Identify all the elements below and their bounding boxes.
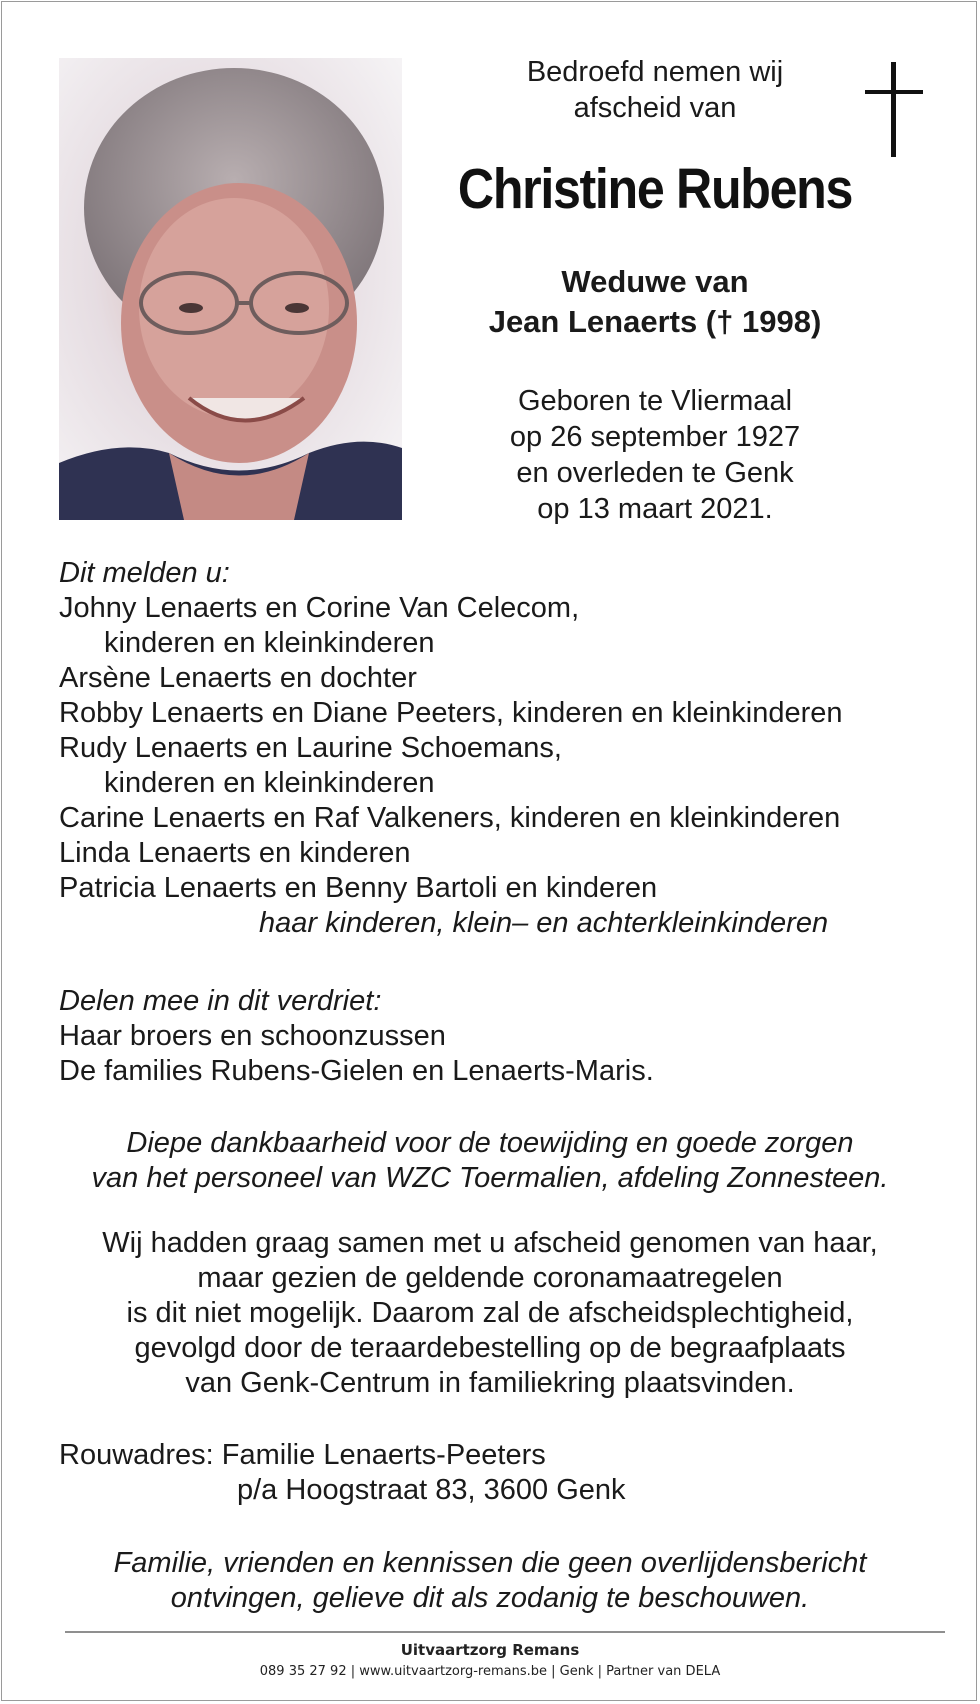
widow-line: Weduwe van — [561, 264, 749, 299]
notice-line: van Genk-Centrum in familiekring plaatsvinden. — [185, 1367, 795, 1399]
birth-line: en overleden te Genk — [516, 457, 794, 489]
announcer-line: Johny Lenaerts en Corine Van Celecom, — [59, 592, 580, 624]
announcer-line: kinderen en kleinkinderen — [104, 627, 435, 659]
portrait-photo — [59, 58, 402, 520]
widow-text — [440, 262, 870, 342]
notice-line: is dit niet mogelijk. Daarom zal de afscheidsplechtigheid, — [126, 1297, 854, 1329]
funeral-home-name: Uitvaartzorg Remans — [400, 1641, 580, 1659]
announcer-line: Arsène Lenaerts en dochter — [59, 662, 417, 694]
widow-line: Jean Lenaerts († 1998) — [488, 304, 822, 339]
ceremony-notice — [30, 1226, 950, 1401]
announcer-line: kinderen en kleinkinderen — [104, 767, 435, 799]
birth-line: op 13 maart 2021. — [537, 493, 773, 525]
footer-divider — [65, 1631, 945, 1633]
notice-line: maar gezien de geldende coronamaatregelen — [197, 1262, 783, 1294]
announcers-section — [59, 556, 843, 941]
intro-line: Bedroefd nemen wij — [526, 56, 784, 88]
announcer-line: Robby Lenaerts en Diane Peeters, kinderen en kleinkinderen — [59, 697, 843, 729]
cross-icon — [865, 62, 923, 157]
gratitude-line: Diepe dankbaarheid voor de toewijding en goede zorgen — [126, 1127, 854, 1159]
mourning-address — [59, 1438, 626, 1508]
announcers-signoff: haar kinderen, klein– en achterkleinkinderen — [259, 907, 829, 939]
gratitude-line: van het personeel van WZC Toermalien, afdeling Zonnesteen. — [91, 1162, 889, 1194]
address-line: p/a Hoogstraat 83, 3600 Genk — [237, 1474, 626, 1506]
deceased-name: Christine Rubens — [457, 157, 853, 221]
announcers-heading: Dit melden u: — [59, 557, 230, 589]
birth-death-info — [440, 383, 870, 527]
announcer-line: Linda Lenaerts en kinderen — [59, 837, 411, 869]
closing-text — [30, 1546, 950, 1616]
sharing-line: Haar broers en schoonzussen — [59, 1020, 446, 1052]
gratitude-text — [30, 1126, 950, 1196]
intro-line: afscheid van — [573, 92, 737, 124]
sharing-section — [59, 984, 654, 1089]
funeral-home-contact: 089 35 27 92 | www.uitvaartzorg-remans.be | Genk | Partner van DELA — [259, 1664, 721, 1679]
announcer-line: Carine Lenaerts en Raf Valkeners, kinderen en kleinkinderen — [59, 802, 841, 834]
sharing-line: De families Rubens-Gielen en Lenaerts-Maris. — [59, 1055, 654, 1087]
notice-line: Wij hadden graag samen met u afscheid genomen van haar, — [102, 1227, 878, 1259]
announcer-line: Rudy Lenaerts en Laurine Schoemans, — [59, 732, 562, 764]
notice-line: gevolgd door de teraardebestelling op de begraafplaats — [134, 1332, 846, 1364]
address-line: Rouwadres: Familie Lenaerts-Peeters — [59, 1439, 546, 1471]
birth-line: Geboren te Vliermaal — [517, 385, 793, 417]
closing-line: Familie, vrienden en kennissen die geen overlijdensbericht — [113, 1547, 867, 1579]
closing-line: ontvingen, gelieve dit als zodanig te beschouwen. — [170, 1582, 810, 1614]
announcer-line: Patricia Lenaerts en Benny Bartoli en kinderen — [59, 872, 658, 904]
sharing-heading: Delen mee in dit verdriet: — [59, 985, 382, 1017]
intro-text — [440, 54, 870, 126]
birth-line: op 26 september 1927 — [509, 421, 801, 453]
